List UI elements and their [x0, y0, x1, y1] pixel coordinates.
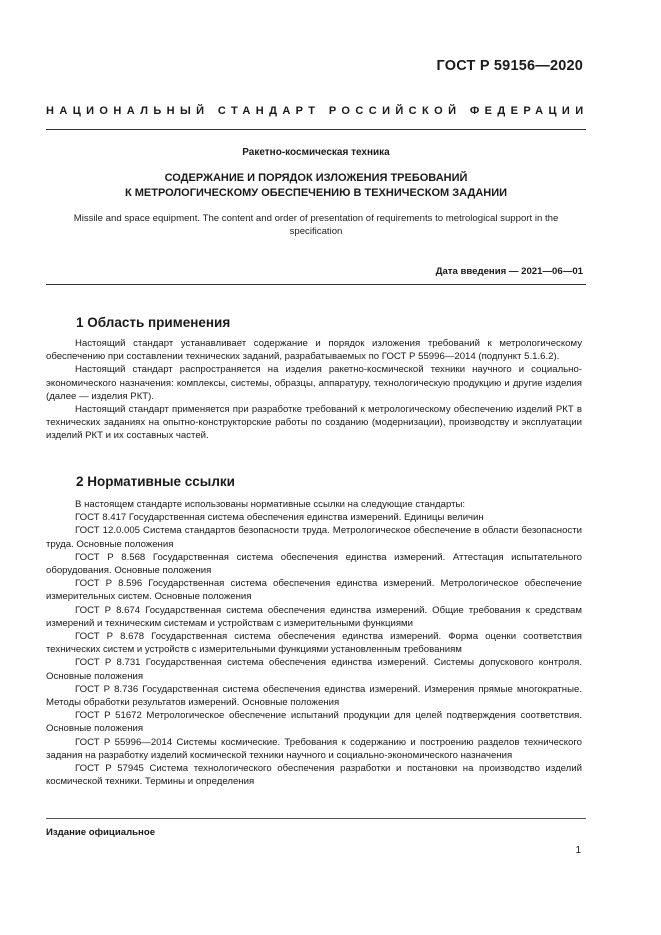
reference-entry: ГОСТ Р 8.674 Государственная система обеспечения единства измерений. Общие требования к средствам измерений и техническим системам и устройствам с измерительными функциями [46, 604, 582, 629]
paragraph: Настоящий стандарт устанавливает содержание и порядок изложения требований к метрологическому обеспечению при составлении технических заданий, разрабатываемых по ГОСТ Р 55996—2014 (подпункт 5.1.6.2). [46, 338, 582, 363]
section-2-heading: 2 Нормативные ссылки [76, 474, 235, 489]
introduction-date: Дата введения — 2021—06—01 [435, 266, 583, 277]
divider-top [46, 129, 586, 130]
reference-entry: ГОСТ Р 8.678 Государственная система обеспечения единства измерений. Форма оценки соответствия технических систем и устройств с измерительными функциями установленным требованиям [46, 631, 582, 656]
national-standard-banner: НАЦИОНАЛЬНЫЙ СТАНДАРТ РОССИЙСКОЙ ФЕДЕРАЦИИ [46, 105, 589, 117]
paragraph: Настоящий стандарт распространяется на изделия ракетно-космической техники научного и социально-экономического назначения: комплексы, системы, образцы, аппаратуру, технологическую продукцию и другие изделия (далее — изделия РКТ). [46, 364, 582, 402]
section-1-body [46, 337, 582, 443]
reference-entry: ГОСТ 8.417 Государственная система обеспечения единства измерений. Единицы величин [75, 512, 484, 524]
reference-entry: ГОСТ Р 8.596 Государственная система обеспечения единства измерений. Метрологическое обеспечение измерительных систем. Основные положения [46, 578, 582, 603]
reference-entry: ГОСТ 12.0.005 Система стандартов безопасности труда. Метрологическое обеспечение в области безопасности труда. Основные положения [46, 525, 582, 550]
reference-entry: ГОСТ Р 8.568 Государственная система обеспечения единства измерений. Аттестация испытательного оборудования. Основные положения [46, 551, 582, 577]
reference-entry: ГОСТ Р 51672 Метрологическое обеспечение испытаний продукции для целей подтверждения соответствия. Основные положения [46, 710, 582, 735]
reference-entry: ГОСТ Р 8.731 Государственная система обеспечения единства измерений. Системы допускового контроля. Основные положения [46, 657, 582, 682]
doc-number: ГОСТ Р 59156—2020 [436, 58, 583, 74]
document-title [46, 171, 586, 201]
paragraph: В настоящем стандарте использованы нормативные ссылки на следующие стандарты: [75, 499, 466, 510]
page-number: 1 [575, 845, 581, 856]
official-edition-label: Издание официальное [46, 827, 156, 838]
section-2-body [46, 498, 582, 788]
title-line-1: СОДЕРЖАНИЕ И ПОРЯДОК ИЗЛОЖЕНИЯ ТРЕБОВАНИЙ [164, 172, 468, 184]
title-line-2: К МЕТРОЛОГИЧЕСКОМУ ОБЕСПЕЧЕНИЮ В ТЕХНИЧЕСКОМ ЗАДАНИИ [124, 187, 508, 199]
divider-middle [46, 284, 586, 285]
reference-entry: ГОСТ Р 8.736 Государственная система обеспечения единства измерений. Измерения прямые многократные. Методы обработки результатов измерений. Основные положения [46, 683, 582, 709]
category-label: Ракетно-космическая техника [242, 147, 390, 158]
paragraph: Настоящий стандарт применяется при разработке требований к метрологическому обеспечению изделий РКТ в технических заданиях на опытно-конструкторские работы по созданию (модернизации), производству и эксплуатации изделий РКТ и их составных частей. [46, 404, 582, 442]
reference-entry: ГОСТ Р 55996—2014 Системы космические. Требования к содержанию и построению разделов технического задания на разработку изделий космической техники научного и социально-экономического назначения [46, 736, 582, 761]
section-1-heading: 1 Область применения [76, 315, 231, 330]
divider-bottom [46, 818, 586, 819]
reference-entry: ГОСТ Р 57945 Система технологического обеспечения разработки и постановки на производство изделий космической техники. Термины и определения [46, 763, 582, 788]
english-title: Missile and space equipment. The content and order of presentation of requirements to metrological support in the specification [73, 213, 559, 237]
